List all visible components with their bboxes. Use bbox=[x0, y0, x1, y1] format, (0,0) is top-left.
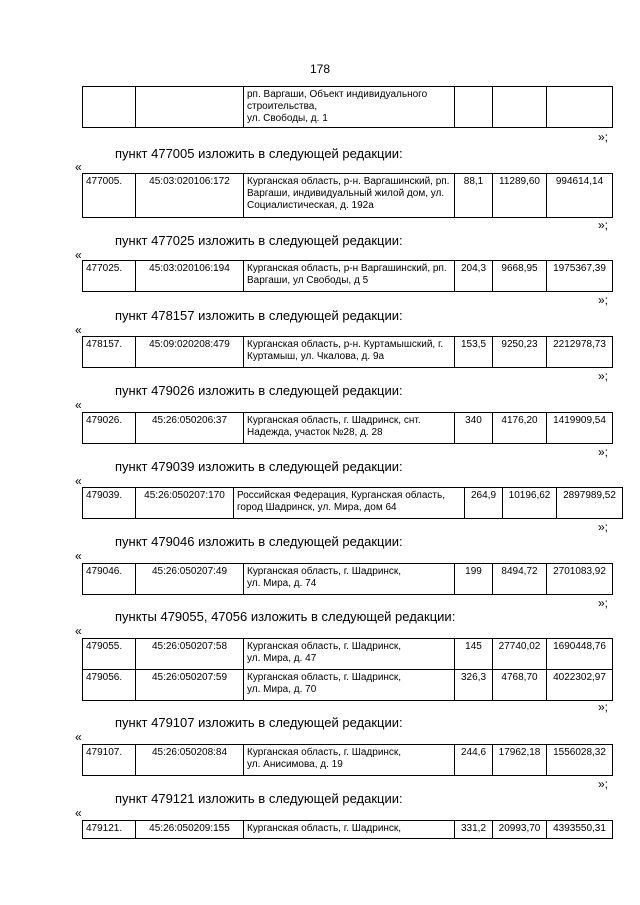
cell-number: 479039. bbox=[83, 488, 136, 519]
closing-quote: »; bbox=[598, 520, 609, 534]
table-row bbox=[83, 745, 613, 776]
amendment-heading: пункт 478157 изложить в следующей редакции: bbox=[115, 308, 403, 323]
cell-address: Курганская область, г. Шадринск, bbox=[244, 821, 455, 839]
cell-number: 479055. bbox=[83, 639, 136, 670]
amendment-table bbox=[82, 820, 613, 839]
amendment-heading: пункт 477005 изложить в следующей редакции: bbox=[115, 146, 403, 161]
cell-value: 9668,95 bbox=[493, 261, 547, 292]
cell-area: 244,6 bbox=[455, 745, 493, 776]
cell-address: Курганская область, г. Шадринск, ул. Мира, д. 47 bbox=[244, 639, 455, 670]
cell-number: 479107. bbox=[83, 745, 136, 776]
cell-number: 477005. bbox=[83, 174, 136, 218]
cell-cadastral: 45:09:020208:479 bbox=[136, 337, 244, 368]
cell-number: 479121. bbox=[83, 821, 136, 839]
cell-cadastral bbox=[136, 87, 244, 128]
cell-cost: 994614,14 bbox=[547, 174, 613, 218]
cell-cost: 1556028,32 bbox=[547, 745, 613, 776]
cell-cadastral: 45:26:050207:170 bbox=[136, 488, 234, 519]
cell-number: 478157. bbox=[83, 337, 136, 368]
opening-quote: « bbox=[75, 806, 82, 820]
amendment-heading: пункты 479055, 47056 изложить в следующей редакции: bbox=[115, 609, 456, 624]
amendment-heading: пункт 477025 изложить в следующей редакции: bbox=[115, 233, 403, 248]
page-number: 178 bbox=[309, 62, 331, 76]
cell-cadastral: 45:26:050209:155 bbox=[136, 821, 244, 839]
cell-area: 145 bbox=[455, 639, 493, 670]
cell-value: 9250,23 bbox=[493, 337, 547, 368]
cell-value: 20993,70 bbox=[493, 821, 547, 839]
cell-cost: 1419909,54 bbox=[547, 413, 613, 444]
closing-quote: »; bbox=[598, 596, 609, 610]
cell-address: Курганская область, г. Шадринск, снт. Надежда, участок №28, д. 28 bbox=[244, 413, 455, 444]
cell-address: Курганская область, г. Шадринск, ул. Анисимова, д. 19 bbox=[244, 745, 455, 776]
closing-quote: »; bbox=[598, 130, 609, 144]
cell-cadastral: 45:26:050206:37 bbox=[136, 413, 244, 444]
table-row bbox=[83, 337, 613, 368]
cell-value: 27740,02 bbox=[493, 639, 547, 670]
cell-number: 479056. bbox=[83, 670, 136, 701]
closing-quote: »; bbox=[598, 445, 609, 459]
amendment-heading: пункт 479121 изложить в следующей редакции: bbox=[115, 791, 403, 806]
cell-cost: 1975367,39 bbox=[547, 261, 613, 292]
cell-value: 4176,20 bbox=[493, 413, 547, 444]
amendment-table bbox=[82, 412, 613, 444]
opening-quote: « bbox=[75, 730, 82, 744]
cell-value bbox=[493, 87, 547, 128]
cell-cadastral: 45:03:020106:194 bbox=[136, 261, 244, 292]
cell-cost: 2701083,92 bbox=[547, 564, 613, 595]
amendment-heading: пункт 479107 изложить в следующей редакции: bbox=[115, 715, 403, 730]
cell-address: Курганская область, г. Шадринск, ул. Мира, д. 74 bbox=[244, 564, 455, 595]
amendment-heading: пункт 479046 изложить в следующей редакции: bbox=[115, 534, 403, 549]
table-row bbox=[83, 413, 613, 444]
table-row bbox=[83, 87, 613, 128]
cell-cost: 4393550,31 bbox=[547, 821, 613, 839]
cell-cadastral: 45:03:020106:172 bbox=[136, 174, 244, 218]
opening-quote: « bbox=[75, 323, 82, 337]
amendment-table bbox=[82, 173, 613, 218]
cell-address: Курганская область, р-н. Варгашинский, рп. Варгаши, индивидуальный жилой дом, ул. Социалистическая, д. 192а bbox=[244, 174, 455, 218]
opening-quote: « bbox=[75, 160, 82, 174]
cell-area: 199 bbox=[455, 564, 493, 595]
cell-address: Российская Федерация, Курганская область, город Шадринск, ул. Мира, дом 64 bbox=[234, 488, 465, 519]
table-row bbox=[83, 639, 613, 670]
cell-value: 11289,60 bbox=[493, 174, 547, 218]
table-row bbox=[83, 261, 613, 292]
cell-number: 479046. bbox=[83, 564, 136, 595]
table-row bbox=[83, 174, 613, 218]
cell-number: 479026. bbox=[83, 413, 136, 444]
table-row bbox=[83, 488, 623, 519]
cell-address: Курганская область, р-н. Куртамышский, г. Куртамыш, ул. Чкалова, д. 9а bbox=[244, 337, 455, 368]
cell-area: 88,1 bbox=[455, 174, 493, 218]
cell-area: 264,9 bbox=[465, 488, 503, 519]
cell-address: Курганская область, г. Шадринск, ул. Мира, д. 70 bbox=[244, 670, 455, 701]
opening-quote: « bbox=[75, 549, 82, 563]
cell-area: 204,3 bbox=[455, 261, 493, 292]
amendment-table bbox=[82, 563, 613, 595]
table-row bbox=[83, 670, 613, 701]
closing-quote: »; bbox=[598, 777, 609, 791]
amendment-table bbox=[82, 336, 613, 368]
opening-quote: « bbox=[75, 398, 82, 412]
cell-cadastral: 45:26:050207:58 bbox=[136, 639, 244, 670]
amendment-table bbox=[82, 260, 613, 292]
closing-quote: »; bbox=[598, 700, 609, 714]
cell-address: рп. Варгаши, Объект индивидуального строительства, ул. Свободы, д. 1 bbox=[244, 87, 455, 128]
continued-table-row bbox=[82, 86, 613, 128]
cell-value: 10196,62 bbox=[503, 488, 557, 519]
opening-quote: « bbox=[75, 248, 82, 262]
cell-value: 17962,18 bbox=[493, 745, 547, 776]
cell-value: 4768,70 bbox=[493, 670, 547, 701]
cell-cadastral: 45:26:050207:59 bbox=[136, 670, 244, 701]
amendment-table bbox=[82, 487, 623, 519]
cell-cost bbox=[547, 87, 613, 128]
amendment-heading: пункт 479039 изложить в следующей редакции: bbox=[115, 459, 403, 474]
cell-cadastral: 45:26:050208:84 bbox=[136, 745, 244, 776]
cell-number: 477025. bbox=[83, 261, 136, 292]
table-row bbox=[83, 564, 613, 595]
cell-address: Курганская область, р-н Варгашинский, рп. Варгаши, ул Свободы, д 5 bbox=[244, 261, 455, 292]
opening-quote: « bbox=[75, 474, 82, 488]
cell-cadastral: 45:26:050207:49 bbox=[136, 564, 244, 595]
opening-quote: « bbox=[75, 624, 82, 638]
cell-area: 153,5 bbox=[455, 337, 493, 368]
amendment-table bbox=[82, 638, 613, 701]
amendment-heading: пункт 479026 изложить в следующей редакции: bbox=[115, 383, 403, 398]
cell-area: 340 bbox=[455, 413, 493, 444]
cell-cost: 1690448,76 bbox=[547, 639, 613, 670]
cell-area bbox=[455, 87, 493, 128]
closing-quote: »; bbox=[598, 218, 609, 232]
cell-value: 8494,72 bbox=[493, 564, 547, 595]
cell-area: 326,3 bbox=[455, 670, 493, 701]
amendment-table bbox=[82, 744, 613, 776]
cell-area: 331,2 bbox=[455, 821, 493, 839]
table-row bbox=[83, 821, 613, 839]
closing-quote: »; bbox=[598, 293, 609, 307]
closing-quote: »; bbox=[598, 369, 609, 383]
cell-cost: 2897989,52 bbox=[557, 488, 623, 519]
cell-cost: 4022302,97 bbox=[547, 670, 613, 701]
cell-cost: 2212978,73 bbox=[547, 337, 613, 368]
cell-number bbox=[83, 87, 136, 128]
